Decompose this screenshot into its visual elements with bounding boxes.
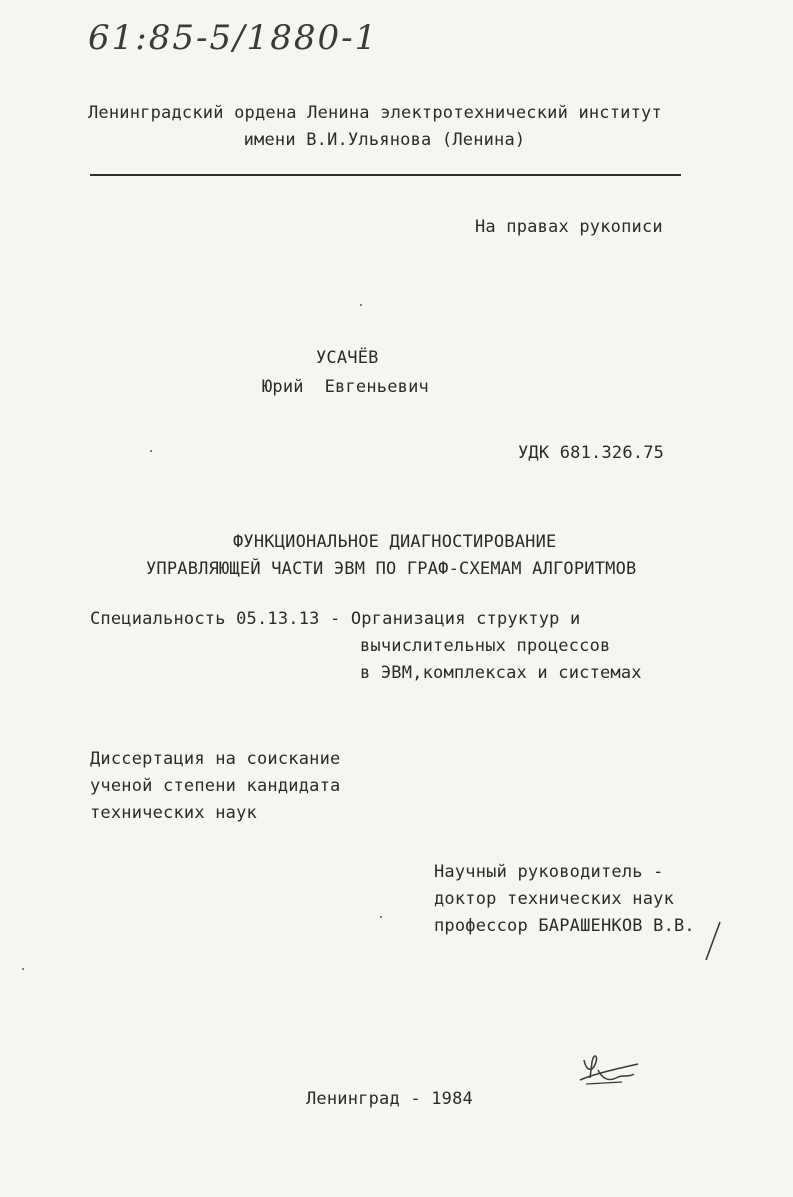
dissertation-line-1: Диссертация на соискание bbox=[90, 749, 341, 769]
paper-speck bbox=[360, 304, 362, 306]
specialty-line-3: в ЭВМ,комплексах и системах bbox=[360, 663, 642, 683]
author-surname: УСАЧЁВ bbox=[316, 348, 379, 368]
handwritten-slash-mark bbox=[700, 918, 724, 964]
header-divider bbox=[90, 174, 681, 176]
dissertation-line-2: ученой степени кандидата bbox=[90, 776, 341, 796]
rights-note: На правах рукописи bbox=[475, 217, 663, 237]
supervisor-line-1: Научный руководитель - bbox=[434, 862, 664, 882]
paper-speck bbox=[380, 916, 382, 918]
specialty-line-1: Специальность 05.13.13 - Организация структур и bbox=[90, 609, 581, 629]
udk-code: УДК 681.326.75 bbox=[518, 443, 665, 463]
specialty-line-2: вычислительных процессов bbox=[360, 636, 611, 656]
paper-speck bbox=[150, 450, 152, 452]
handwritten-signature bbox=[572, 1048, 648, 1092]
archive-code: 61:85-5/1880-1 bbox=[88, 18, 379, 58]
title-line-1: ФУНКЦИОНАЛЬНОЕ ДИАГНОСТИРОВАНИЕ bbox=[233, 532, 557, 552]
title-line-2: УПРАВЛЯЮЩЕЙ ЧАСТИ ЭВМ ПО ГРАФ-СХЕМАМ АЛГОРИТМОВ bbox=[146, 559, 637, 579]
city-year: Ленинград - 1984 bbox=[306, 1089, 473, 1109]
supervisor-line-3: профессор БАРАШЕНКОВ В.В. bbox=[434, 916, 695, 936]
institute-line-1: Ленинградский ордена Ленина электротехнический институт bbox=[88, 103, 662, 123]
supervisor-line-2: доктор технических наук bbox=[434, 889, 675, 909]
author-given-names: Юрий Евгеньевич bbox=[262, 377, 429, 397]
paper-speck bbox=[22, 968, 24, 970]
institute-line-2: имени В.И.Ульянова (Ленина) bbox=[243, 130, 526, 150]
dissertation-line-3: технических наук bbox=[90, 803, 257, 823]
